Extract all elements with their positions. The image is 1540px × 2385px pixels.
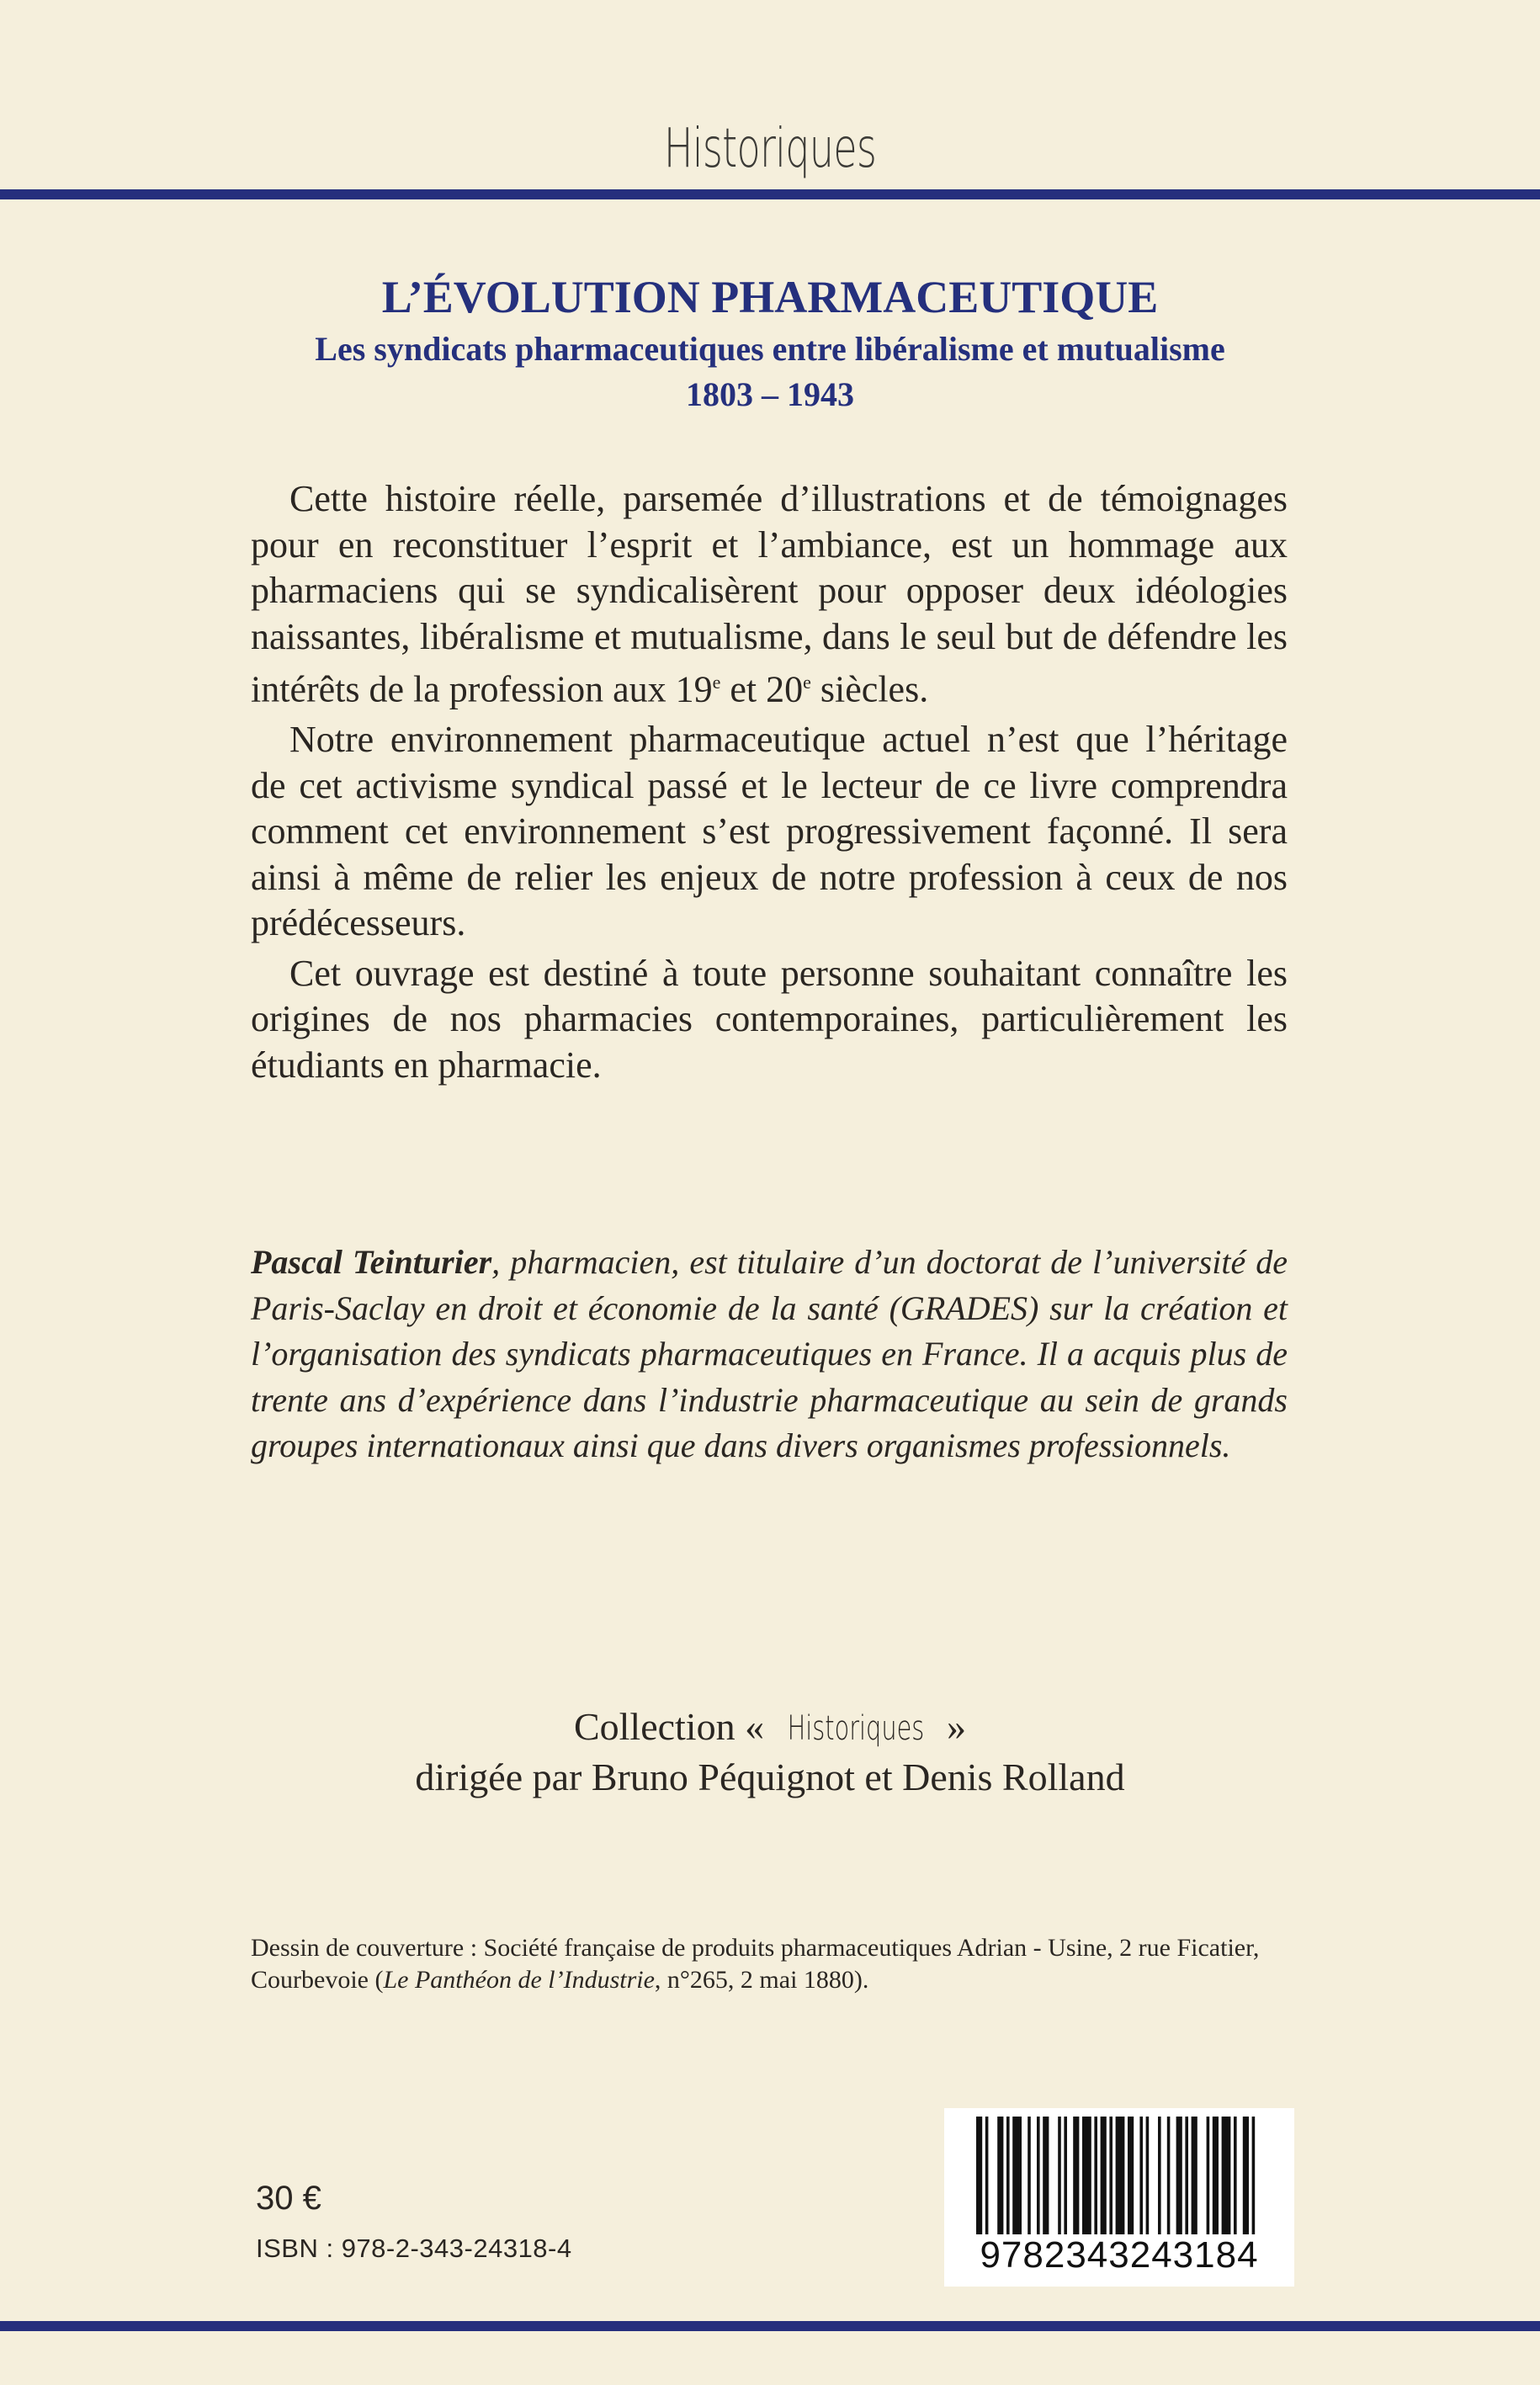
barcode-bar <box>1064 2117 1067 2234</box>
barcode-bar <box>1128 2117 1134 2234</box>
collection-series-name: Historiques <box>787 1709 924 1748</box>
bottom-rule <box>0 2321 1540 2331</box>
top-rule <box>0 189 1540 199</box>
blurb-paragraph-3: Cet ouvrage est destiné à toute personne souhaitant connaître les origines de nos pharmacies contemporaines, particulièrement les étudiants en pharmacie. <box>251 952 1288 1086</box>
barcode-bar <box>1043 2117 1049 2234</box>
blurb-p1-mid: et 20 <box>720 668 804 710</box>
barcode-bar <box>1243 2117 1249 2234</box>
book-title: L’ÉVOLUTION PHARMACEUTIQUE <box>381 272 1159 322</box>
barcode-bar <box>1213 2117 1219 2234</box>
collection-info <box>0 1702 1540 1801</box>
barcode-bar <box>1192 2117 1197 2234</box>
barcode-bar <box>1037 2117 1040 2234</box>
barcode-bar <box>1109 2117 1113 2234</box>
superscript: e <box>712 672 721 693</box>
isbn: ISBN : 978-2-343-24318-4 <box>256 2234 572 2263</box>
blurb-paragraph-1 <box>251 476 1288 713</box>
barcode-bar <box>1006 2117 1010 2234</box>
author-bio <box>251 1240 1288 1469</box>
barcode-bar <box>1176 2117 1182 2234</box>
blurb-p1-text: Cette histoire réelle, parsemée d’illustrations et de témoignages pour en reconstituer l’esprit et l’ambiance, est un hommage aux pharmaciens qui se syndicalisèrent pour opposer deux idéologies naissantes, libéralisme et mutualisme, dans le seul but de défendre les intérêts de la profession aux 19 <box>251 478 1288 710</box>
blurb-paragraph-2: Notre environnement pharmaceutique actuel n’est que l’héritage de cet activisme syndical passé et le lecteur de ce livre comprendra comment cet environnement s’est progressivement façonné. Il sera ainsi à même de relier les enjeux de notre profession à ceux de nos prédécesseurs. <box>251 719 1288 944</box>
barcode-bar <box>1028 2117 1031 2234</box>
barcode-number: 9782343243184 <box>980 2234 1259 2276</box>
collection-line <box>0 1702 1540 1753</box>
barcode-bar <box>1139 2117 1143 2234</box>
barcode-bar <box>1252 2117 1256 2234</box>
barcode-bar <box>1012 2117 1022 2234</box>
superscript: e <box>803 672 811 693</box>
barcode-bar <box>1207 2117 1210 2234</box>
series-label: Historiques <box>663 118 877 180</box>
credits-source: Le Panthéon de l’Industrie <box>383 1966 655 1994</box>
barcode-bar <box>1094 2117 1097 2234</box>
barcode-bar <box>1222 2117 1231 2234</box>
barcode-bar <box>1116 2117 1125 2234</box>
barcode-bar <box>985 2117 989 2234</box>
barcode <box>944 2108 1294 2287</box>
barcode-bar <box>1101 2117 1107 2234</box>
price: 30 € <box>256 2180 321 2217</box>
collection-prefix: Collection « <box>573 1705 765 1748</box>
barcode-bar <box>1185 2117 1188 2234</box>
blurb-p1-end: siècles. <box>810 668 929 710</box>
barcode-bar <box>1058 2117 1061 2234</box>
barcode-bar <box>1073 2117 1079 2234</box>
cover-credits <box>251 1932 1288 1996</box>
author-bio-text: , pharmacien, est titulaire d’un doctorat de l’université de Paris-Saclay en droit et économie de la santé (GRADES) sur la création et l’organisation des syndicats pharmaceutiques en France. Il a acquis plus de trente ans d’expérience dans l’industrie pharmaceutique au sein de grands groupes internationaux ainsi que dans divers organismes professionnels. <box>251 1243 1288 1465</box>
book-dates: 1803 – 1943 <box>686 375 854 413</box>
barcode-bars <box>976 2117 1262 2234</box>
barcode-bar <box>997 2117 1003 2234</box>
barcode-bar <box>1234 2117 1237 2234</box>
credits-suffix: , n°265, 2 mai 1880). <box>654 1966 869 1994</box>
title-block <box>0 268 1540 417</box>
barcode-bar <box>1082 2117 1091 2234</box>
author-name: Pascal Teinturier <box>251 1243 492 1281</box>
collection-suffix: » <box>947 1705 967 1748</box>
book-subtitle: Les syndicats pharmaceutiques entre libéralisme et mutualisme <box>315 330 1225 368</box>
barcode-bar <box>1158 2117 1161 2234</box>
barcode-bar <box>976 2117 982 2234</box>
blurb <box>251 476 1288 1092</box>
collection-directors: dirigée par Bruno Péquignot et Denis Rolland <box>415 1756 1125 1798</box>
barcode-bar <box>1167 2117 1171 2234</box>
barcode-bar <box>1146 2117 1150 2234</box>
credits-prefix: Dessin de couverture : Société française de produits pharmaceutiques Adrian - Usine, 2 rue Ficatier, Courbevoie ( <box>251 1934 1260 1994</box>
